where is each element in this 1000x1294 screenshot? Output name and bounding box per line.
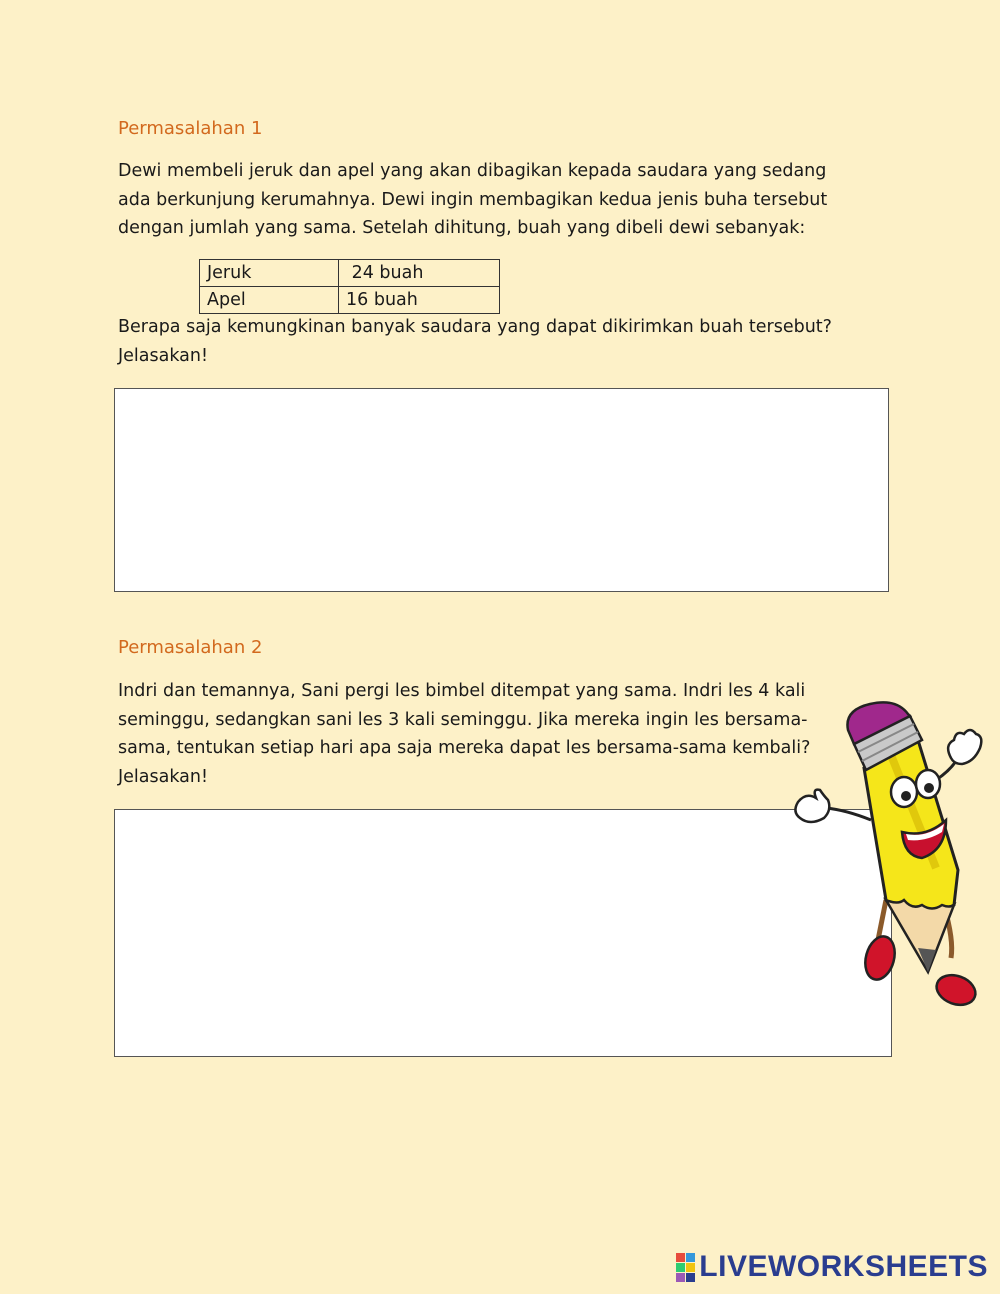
pencil-mascot-icon [786,700,996,1020]
problem1-title: Permasalahan 1 [118,118,263,139]
answer-box-1[interactable] [114,388,889,592]
brand-name: LIVEWORKSHEETS [699,1250,988,1283]
problem2-text [118,677,810,791]
problem1-question-line: Berapa saja kemungkinan banyak saudara yang dapat dikirimkan buah tersebut? [118,317,832,337]
liveworksheets-logo [676,1250,988,1284]
problem1-text [118,157,827,243]
problem2-text-line: Indri dan temannya, Sani pergi les bimbel ditempat yang sama. Indri les 4 kali [118,681,806,701]
table-row [200,260,500,287]
problem2-title: Permasalahan 2 [118,637,263,658]
fruit-name-cell: Jeruk [200,260,339,287]
problem1-text-line: Dewi membeli jeruk dan apel yang akan dibagikan kepada saudara yang sedang [118,161,827,181]
fruit-table [199,259,500,314]
problem1-question [118,313,832,370]
fruit-name-cell: Apel [200,287,339,314]
problem1-text-line: ada berkunjung kerumahnya. Dewi ingin membagikan kedua jenis buha tersebut [118,189,828,210]
answer-box-2[interactable] [114,809,892,1057]
fruit-amount-cell: 16 buah [339,287,500,314]
problem2-text-line: sama, tentukan setiap hari apa saja mereka dapat les bersama-sama kembali? [118,738,811,758]
problem2-text-line: seminggu, sedangkan sani les 3 kali seminggu. Jika mereka ingin les bersama- [118,709,808,730]
problem1-text-line: dengan jumlah yang sama. Setelah dihitung, buah yang dibeli dewi sebanyak: [118,218,806,238]
fruit-amount-cell: 24 buah [339,260,500,287]
problem1-question-line: Jelasakan! [118,345,209,366]
table-row [200,287,500,314]
logo-mark-icon [676,1253,695,1282]
problem2-text-line: Jelasakan! [118,766,209,787]
